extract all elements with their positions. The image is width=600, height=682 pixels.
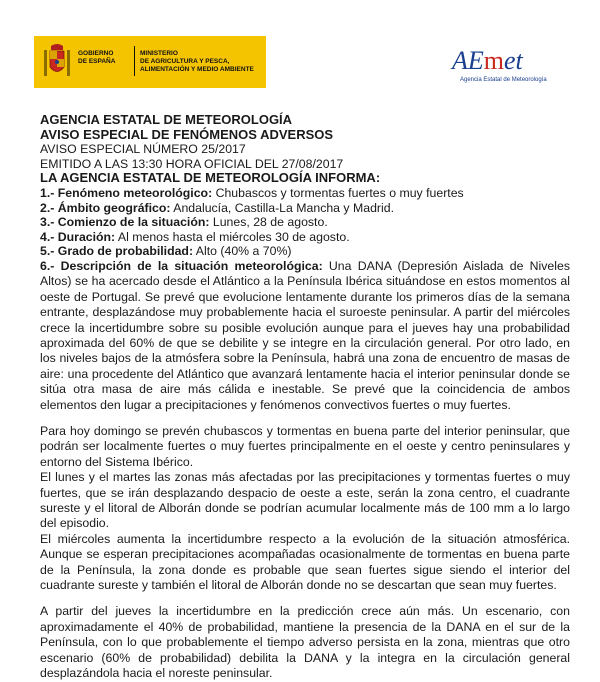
aemet-wordmark-et: et (504, 46, 523, 75)
coat-of-arms-icon (42, 42, 72, 82)
item-duration (40, 230, 570, 245)
item-value: Una DANA (Depresión Aislada de Niveles Altos) se ha acercado desde el Atlántico a la Península Ibérica situándose en estos momentos al oeste de Portugal. Se prevé que evolucione lentamente durante los primeros días de la semana entrante, desplazándose muy probablemente hacia el suroeste peninsular. A partir del miércoles crece la incertidumbre sobre su posible evolución aunque para el jueves hay una probabilidad aproximada del 60% de que se debilite y se integre en la circulación general. Por otro lado, en los niveles bajos de la atmósfera sobre la Península, habrá una zona de encuentro de masas de aire: una procedente del Atlántico que avanzará lentamente hacia el interior peninsular donde se sitúa otra masa de aire más cálida e inestable. Se prevé que la coincidencia de ambos elementos den lugar a precipitaciones y fenómenos convectivos fuertes o muy fuertes. (40, 258, 570, 412)
item-label: 3.- Comienzo de la situación: (40, 215, 210, 230)
warning-number: AVISO ESPECIAL NÚMERO 25/2017 (40, 142, 246, 157)
item-description (40, 259, 570, 413)
warning-title: AVISO ESPECIAL DE FENÓMENOS ADVERSOS (40, 126, 334, 142)
item-area (40, 201, 570, 216)
aemet-wordmark-ae: AE (452, 46, 484, 75)
ministry-line: MINISTERIO (140, 50, 178, 57)
ministry-label (140, 50, 254, 74)
paragraph-wednesday: El miércoles aumenta la incertidumbre respecto a la evolución de la situación atmosférica. Aunque se esperan precipitaciones acompañadas ocasionalmente de tormentas en buena parte de la Península, la zona donde es probable que sean fuertes sigue siendo el interior del cuadrante sureste y también el litoral de Alborán donde no se descartan que sean muy fuertes. (40, 531, 570, 593)
item-probability (40, 244, 570, 259)
aemet-subtitle: Agencia Estatal de Meteorología (460, 77, 547, 83)
gov-label-line: GOBIERNO (78, 50, 114, 57)
item-label: 5.- Grado de probabilidad: (40, 244, 194, 259)
page-header (0, 0, 600, 110)
item-start (40, 215, 570, 230)
warning-document (40, 113, 570, 682)
spacer (40, 413, 570, 424)
agency-title: AGENCIA ESTATAL DE METEOROLOGÍA (40, 112, 293, 127)
government-label (78, 50, 115, 66)
item-value: Al menos hasta el miércoles 30 de agosto. (115, 229, 350, 244)
item-label: 6.- Descripción de la situación meteorológica: (40, 258, 323, 273)
ministry-line: ALIMENTACIÓN Y MEDIO AMBIENTE (140, 66, 254, 73)
government-logo (34, 36, 266, 88)
paragraph-thursday: A partir del jueves la incertidumbre en la predicción crece aún más. Un escenario, con aproximadamente el 40% de probabilidad, mantiene la presencia de la DANA en el sur de la Península, con lo que probablemente el tiempo adverso persista en la zona, mientras que otro escenario (60% de probabilidad) debilita la DANA y la integra en la circulación general desplazándola hacia el noreste peninsular. (40, 604, 570, 681)
item-label: 1.- Fenómeno meteorológico: (40, 185, 213, 200)
item-phenomenon (40, 186, 570, 201)
aemet-wordmark-m: m (483, 46, 504, 75)
item-value: Andalucía, Castilla-La Mancha y Madrid. (170, 200, 395, 215)
aemet-logo (452, 46, 562, 96)
item-value: Alto (40% a 70%) (193, 244, 292, 259)
paragraph-monday-tuesday: El lunes y el martes las zonas más afectadas por las precipitaciones y tormentas fuertes o muy fuertes, que se irán desplazando despacio de oeste a este, serán la zona centro, el cuadrante sureste y el litoral de Alborán donde se podrían acumular localmente más de 100 mm a lo largo del episodio. (40, 470, 570, 531)
gov-label-line: DE ESPAÑA (78, 58, 116, 65)
item-label: 2.- Ámbito geográfico: (40, 200, 171, 215)
issued-time: EMITIDO A LAS 13:30 HORA OFICIAL DEL 27/08/2017 (40, 156, 344, 171)
item-value: Chubascos y tormentas fuertes o muy fuertes (212, 185, 464, 200)
item-label: 4.- Duración: (40, 229, 116, 244)
item-value: Lunes, 28 de agosto. (209, 215, 328, 230)
ministry-line: DE AGRICULTURA Y PESCA, (140, 58, 230, 65)
spacer (40, 593, 570, 604)
informs-heading: LA AGENCIA ESTATAL DE METEOROLOGÍA INFORMA: (40, 170, 381, 186)
paragraph-sunday: Para hoy domingo se prevén chubascos y tormentas en buena parte del interior peninsular, que podrán ser localmente fuertes o muy fuertes principalmente en el oeste y centro peninsulares y entorno del Sistema Ibérico. (40, 424, 570, 469)
logo-divider (134, 46, 135, 76)
aemet-wordmark (452, 46, 523, 76)
